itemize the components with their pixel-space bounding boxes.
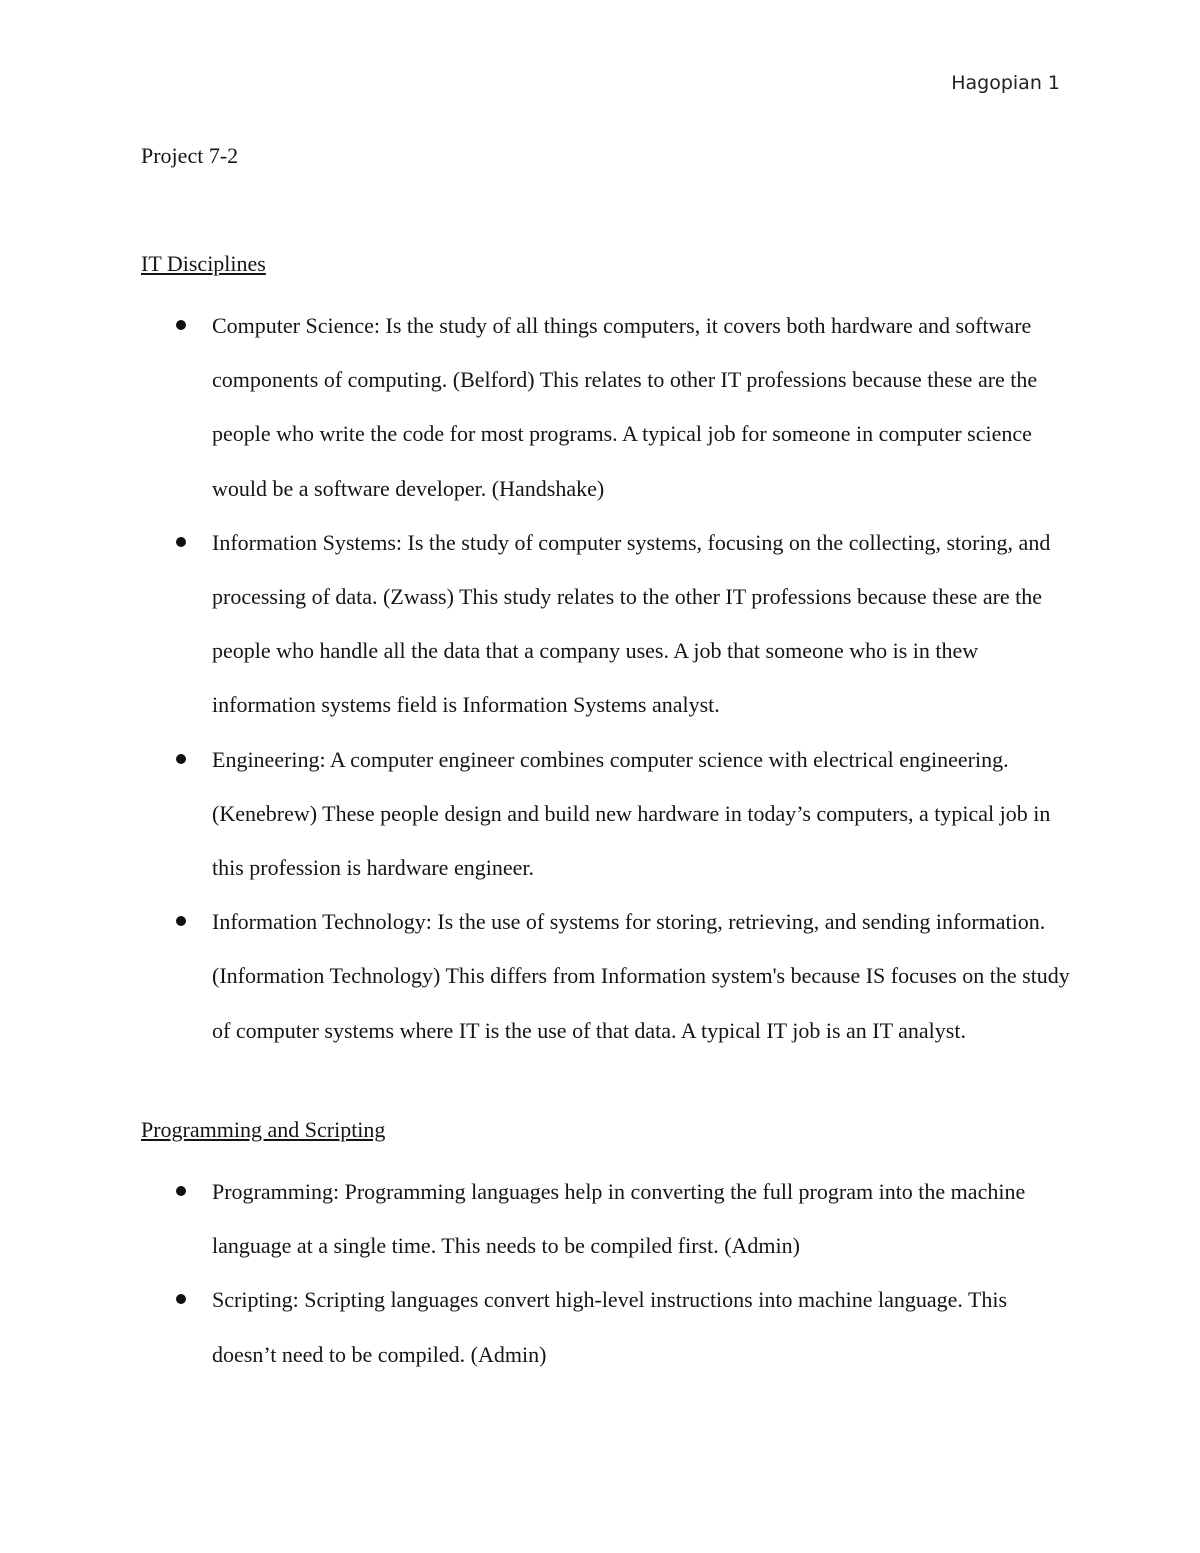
list-item-text: Information Systems: Is the study of computer systems, focusing on the collecting, storing, and processing of data. (Zwass) This study relates to the other IT professions because these are the people who handle all the data that a company uses. A job that someone who is in thew information systems field is Information Systems analyst.: [212, 529, 1051, 718]
list-item: [141, 516, 1071, 733]
document-title: Project 7-2: [141, 143, 239, 168]
list-item-text: Programming: Programming languages help in converting the full program into the machine language at a single time. This needs to be compiled first. (Admin): [212, 1179, 1026, 1259]
list-item: [141, 895, 1071, 1058]
list-item-text: Scripting: Scripting languages convert high-level instructions into machine language. This doesn’t need to be compiled. (Admin): [212, 1287, 1008, 1367]
list-item-text: Computer Science: Is the study of all things computers, it covers both hardware and software components of computing. (Belford) This relates to other IT professions because these are the people who write the code for most programs. A typical job for someone in computer science would be a software developer. (Handshake): [212, 313, 1038, 501]
bullet-icon: [176, 537, 186, 547]
programming-scripting-list: [141, 1165, 1071, 1382]
page-header: Hagopian 1: [951, 72, 1060, 94]
list-item-text: Engineering: A computer engineer combines computer science with electrical engineering. (Kenebrew) These people design and build new hardware in today’s computers, a typical job in this profession is hardware engineer.: [212, 746, 1051, 881]
list-item: [141, 299, 1071, 516]
bullet-icon: [176, 916, 186, 926]
bullet-icon: [176, 320, 186, 330]
it-disciplines-list: [141, 299, 1071, 1058]
bullet-icon: [176, 754, 186, 764]
list-item: [141, 733, 1071, 896]
bullet-icon: [176, 1186, 186, 1196]
list-item: [141, 1165, 1071, 1273]
bullet-icon: [176, 1294, 186, 1304]
list-item: [141, 1273, 1071, 1381]
section-heading-it-disciplines: IT Disciplines: [141, 251, 266, 276]
list-item-text: Information Technology: Is the use of systems for storing, retrieving, and sending information. (Information Technology) This differs from Information system's because IS focuses on the study of computer systems where IT is the use of that data. A typical IT job is an IT analyst.: [212, 909, 1070, 1043]
section-heading-programming-and-scripting: Programming and Scripting: [141, 1117, 386, 1142]
